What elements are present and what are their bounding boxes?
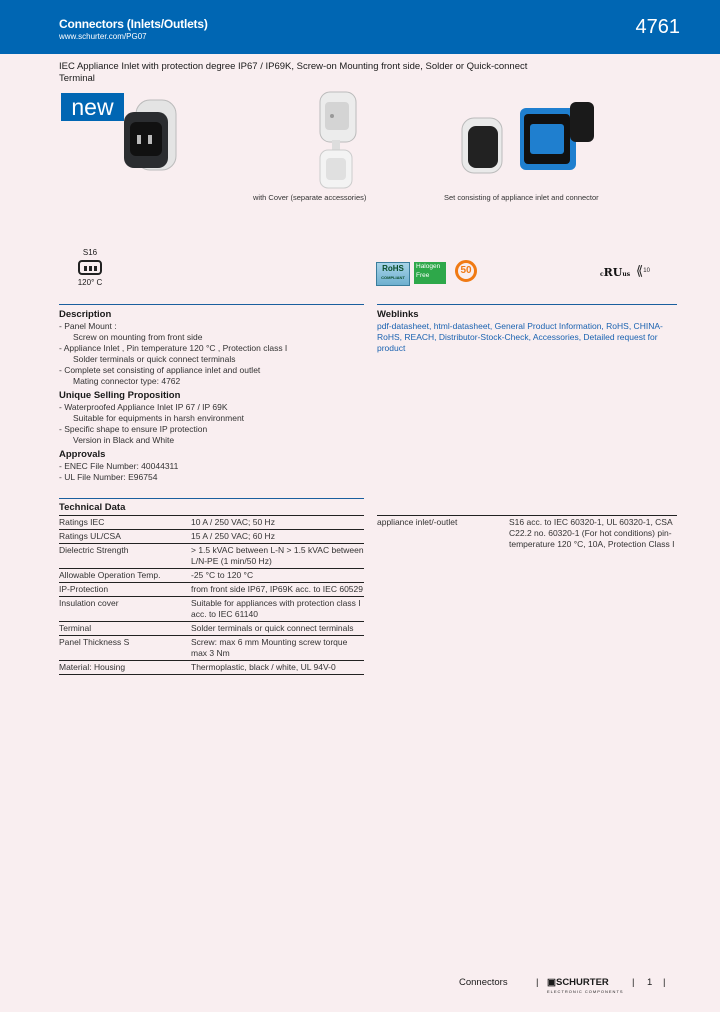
- cover-caption: with Cover (separate accessories): [253, 193, 367, 202]
- footer-divider: |: [663, 977, 666, 988]
- page-number: 1: [647, 977, 653, 988]
- table-row: appliance inlet/-outlet S16 acc. to IEC 60320-1, UL 60320-1, CSA C22.2 no. 60320-1 (For hot conditions) pin-temperature 120 °C, 10A, Protection Class I: [377, 517, 675, 549]
- enec-10-icon: ⟪$^{10}$: [636, 263, 650, 278]
- technical-data-title: Technical Data: [59, 502, 364, 516]
- table-row: Material: Housing Thermoplastic, black / white, UL 94V-0: [59, 661, 364, 675]
- china-rohs-50-icon: 50: [455, 260, 477, 282]
- footer-divider: |: [632, 977, 635, 988]
- curus-icon: cRUus: [600, 266, 631, 279]
- standard-temp: 120° C: [77, 278, 103, 287]
- approvals-title: Approvals: [59, 449, 106, 460]
- standard-label: S16: [82, 248, 98, 257]
- usp-title: Unique Selling Proposition: [59, 390, 181, 401]
- product-intro: IEC Appliance Inlet with protection degree IP67 / IP69K, Screw-on Mounting front side, Solder or Quick-connect Terminal: [59, 61, 528, 84]
- table-row: IP-Protection from front side IP67, IP69K acc. to IEC 60529: [59, 583, 364, 597]
- footer-divider: |: [536, 977, 539, 988]
- page-header: [0, 0, 720, 54]
- technical-data-right: [377, 515, 677, 551]
- schurter-logo: ▣SCHURTER: [547, 977, 609, 988]
- technical-data-table-right: [377, 516, 677, 551]
- table-row: Allowable Operation Temp. -25 °C to 120 °C: [59, 569, 364, 583]
- product-number: 4761: [635, 16, 680, 38]
- set-caption: Set consisting of appliance inlet and connector: [444, 193, 599, 202]
- rohs-icon: RoHS COMPLIANT: [376, 262, 410, 286]
- standard-sheet-symbol: [75, 248, 105, 287]
- new-badge: new: [61, 93, 124, 121]
- description-item: - Complete set consisting of appliance inlet and outlet Mating connector type: 4762: [59, 365, 261, 386]
- weblinks-section: [377, 304, 677, 354]
- description-title: Description: [59, 309, 112, 320]
- s16-socket-icon: [78, 260, 102, 275]
- weblinks-list[interactable]: pdf-datasheet, html-datasheet, General Product Information, RoHS, CHINA-RoHS, REACH, Distributor-Stock-Check, Accessories, Detailed request for product: [377, 321, 663, 353]
- table-row: Ratings IEC 10 A / 250 VAC; 50 Hz: [59, 516, 364, 530]
- weblinks-title: Weblinks: [377, 309, 419, 320]
- halogen-free-icon: Halogen Free: [414, 262, 446, 284]
- footer-tagline: ELECTRONIC COMPONENTS: [547, 989, 624, 994]
- table-row: Dielectric Strength > 1.5 kVAC between L-N > 1.5 kVAC between L/N-PE (1 min/50 Hz): [59, 544, 364, 569]
- technical-data-section: [59, 498, 364, 675]
- table-row: Terminal Solder terminals or quick connect terminals: [59, 622, 364, 636]
- description-section: [59, 304, 364, 483]
- table-row: Insulation cover Suitable for appliances with protection class I acc. to IEC 61140: [59, 597, 364, 622]
- description-item: - Appliance Inlet , Pin temperature 120 °C , Protection class I Solder terminals or quick connect terminals: [59, 343, 288, 364]
- usp-item: - Specific shape to ensure IP protection Version in Black and White: [59, 424, 208, 445]
- usp-item: - Waterproofed Appliance Inlet IP 67 / IP 69K Suitable for equipments in harsh environment: [59, 402, 245, 423]
- inlet-connector-set-image: [460, 98, 600, 183]
- appliance-inlet-black-image: [120, 98, 180, 178]
- footer-section: Connectors: [459, 977, 508, 988]
- category-title: Connectors (Inlets/Outlets): [59, 17, 208, 31]
- inlet-with-cover-image: [312, 90, 362, 192]
- technical-data-table: [59, 516, 364, 675]
- table-row: Ratings UL/CSA 15 A / 250 VAC; 60 Hz: [59, 530, 364, 544]
- description-item: - Panel Mount : Screw on mounting from front side: [59, 321, 203, 342]
- approval-item: - UL File Number: E96754: [59, 472, 158, 482]
- approval-item: - ENEC File Number: 40044311: [59, 461, 179, 471]
- category-url[interactable]: www.schurter.com/PG07: [59, 32, 147, 41]
- table-row: Panel Thickness S Screw: max 6 mm Mounting screw torque max 3 Nm: [59, 636, 364, 661]
